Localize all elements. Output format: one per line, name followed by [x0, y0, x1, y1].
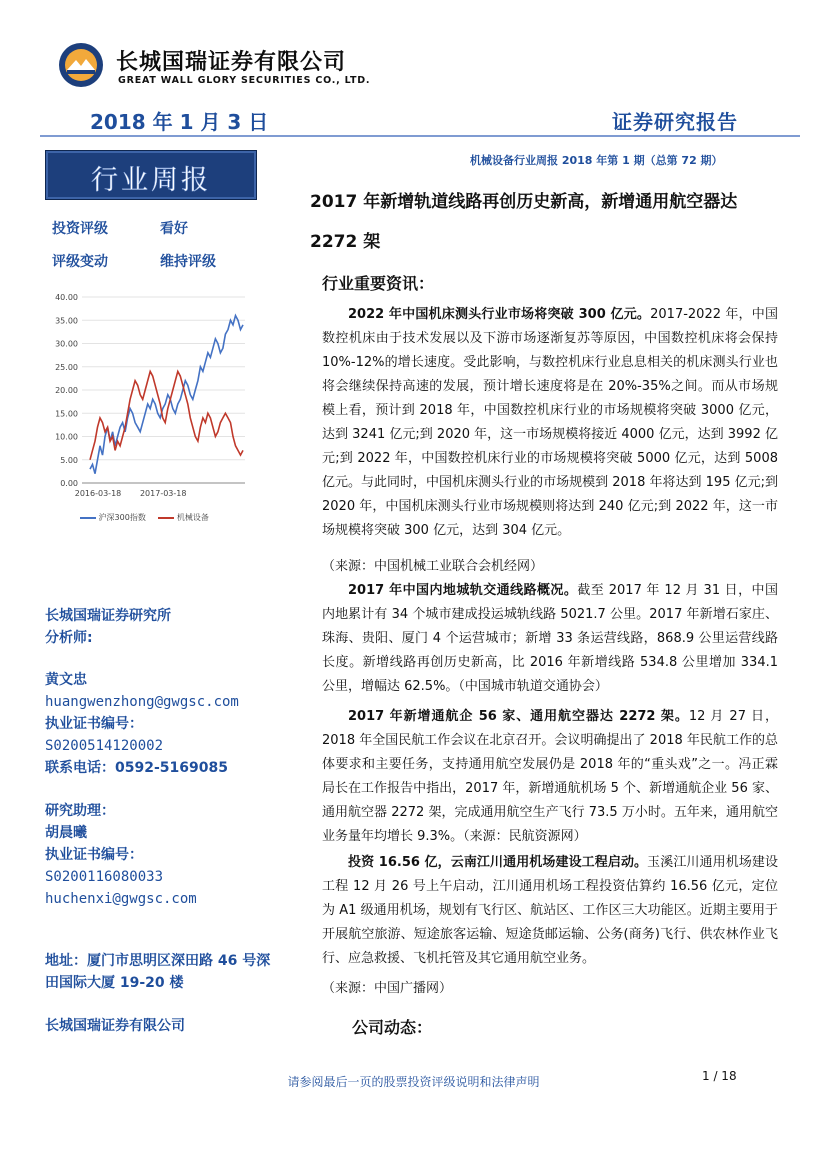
assistant-label: 研究助理：: [45, 803, 115, 819]
y-tick-label: 10.00: [55, 432, 78, 442]
analyst-email[interactable]: huangwenzhong@gwgsc.com: [45, 694, 239, 710]
company-name-en: GREAT WALL GLORY SECURITIES CO., LTD.: [118, 75, 371, 86]
y-tick-label: 25.00: [55, 362, 78, 372]
price-chart: [45, 285, 260, 507]
page-number: 1 / 18: [702, 1069, 737, 1083]
y-tick-label: 5.00: [60, 455, 78, 465]
news-3-body: 12 月 27 日，2018 年全国民航工作会议在北京召开。会议明确提出了 2018 年民航工作的总体要求和主要任务，支持通用航空发展仍是 2018 年的“重头戏”之一。冯正霖局长在工作报告中指出，2017 年，新增通航机场 5 个、新增通航企业 56 家、通用航空器 2272 架，完成通用航空生产飞行 73.5 万小时。五年来，通用航空业务量年均增长 9.3%。（来源：民航资源网）: [322, 709, 778, 844]
series-line: 机械设备行业周报 2018 年第 1 期（总第 72 期）: [470, 154, 723, 167]
x-tick-label: 2016-03-18: [74, 489, 122, 498]
news-1-source: （来源：中国机械工业联合会机经网）: [322, 559, 544, 574]
company-logo: [58, 42, 104, 88]
series-line-1: [90, 371, 243, 459]
analyst-cert-label: 执业证书编号：: [45, 716, 143, 732]
institute-name: 长城国瑞证券研究所: [45, 608, 171, 624]
banner-label: 行业周报: [91, 165, 211, 196]
assistant-email[interactable]: huchenxi@gwgsc.com: [45, 891, 197, 907]
report-category-banner: [45, 150, 257, 200]
assistant-cert-label: 执业证书编号：: [45, 847, 143, 863]
assistant-contact: [45, 800, 197, 910]
chart-legend: [80, 512, 209, 523]
news-2-body: 截至 2017 年 12 月 31 日，中国内地累计有 34 个城市建成投运城轨线路 5021.7 公里。2017 年新增石家庄、珠海、贵阳、厦门 4 个运营城市；新增 33 条运营线路，868.9 公里运营线路长度。新增线路再创历史新高，比 2016 年新增线路 534.8 公里增加 334.1 公里，增幅达 62.5%。（中国城市轨道交通协会）: [322, 583, 778, 694]
y-tick-label: 20.00: [55, 386, 78, 395]
analyst-block: [45, 605, 171, 649]
address: 地址：厦门市思明区深田路 46 号深田国际大厦 19-20 楼: [45, 953, 271, 991]
rating-change-label: 评级变动: [52, 254, 108, 270]
company-name-cn: 长城国瑞证券有限公司: [116, 50, 347, 75]
legend-swatch-machinery: [158, 517, 174, 519]
headline: 2017 年新增轨道线路再创历史新高，新增通用航空器达 2272 架: [310, 192, 738, 252]
analyst-phone: 联系电话：0592-5169085: [45, 760, 228, 776]
invest-rating-label: 投资评级: [52, 221, 108, 237]
news-4-heading: 投资 16.56 亿，云南江川通用机场建设工程启动。: [348, 855, 648, 870]
assistant-name: 胡晨曦: [45, 825, 87, 841]
header-divider: [40, 135, 800, 137]
news-4-source: （来源：中国广播网）: [322, 981, 453, 996]
y-tick-label: 35.00: [55, 316, 78, 326]
legend-label-machinery: 机械设备: [176, 513, 209, 522]
analyst-label: 分析师:: [45, 630, 93, 646]
invest-rating-value: 看好: [160, 221, 188, 237]
news-paragraph-3: [322, 705, 778, 849]
x-tick-label: 2017-03-18: [139, 489, 187, 498]
news-1-heading: 2022 年中国机床测头行业市场将突破 300 亿元。: [348, 307, 651, 322]
analyst-contact: [45, 669, 239, 779]
y-tick-label: 0.00: [60, 479, 78, 488]
report-type: 证券研究报告: [612, 110, 738, 134]
rating-change-value: 维持评级: [160, 254, 216, 270]
section-company-news-title: 公司动态：: [352, 1018, 433, 1037]
news-4-body: 玉溪江川通用机场建设工程 12 月 26 号上午启动，江川通用机场工程投资估算约 16.56 亿元，定位为 A1 级通用机场，规划有飞行区、航站区、工作区三大功能区。近期主要用于开展航空旅游、短途旅客运输、短途货邮运输、公务(商务)飞行、供农林作业飞行、应急救援、飞机托管及其它通用航空业务。: [322, 855, 778, 966]
y-tick-label: 30.00: [55, 339, 78, 349]
disclaimer-footer: 请参阅最后一页的股票投资评级说明和法律声明: [287, 1075, 540, 1089]
report-date: 2018 年 1 月 3 日: [90, 110, 269, 134]
news-3-heading: 2017 年新增通航企 56 家、通用航空器达 2272 架。: [348, 709, 689, 724]
legend-swatch-hs300: [80, 517, 96, 519]
company-footer-name: 长城国瑞证券有限公司: [45, 1018, 185, 1034]
news-2-heading: 2017 年中国内地城轨交通线路概况。: [348, 583, 578, 598]
legend-label-hs300: 沪深300指数: [98, 513, 146, 522]
y-tick-label: 40.00: [55, 293, 78, 302]
analyst-name: 黄文忠: [45, 672, 87, 688]
news-paragraph-2: [322, 579, 778, 699]
assistant-cert: S0200116080033: [45, 869, 164, 885]
section-industry-news-title: 行业重要资讯：: [322, 274, 435, 293]
y-tick-label: 15.00: [55, 409, 78, 419]
news-1-body: 2017-2022 年，中国数控机床由于技术发展以及下游市场逐渐复苏等原因，中国数控机床将会保持 10%-12%的增长速度。受此影响，与数控机床行业息息相关的机床测头行业也将会继续保持高速的发展，预计增长速度将是在 20%-35%之间。而从市场规模上看，预计到 2018 年，中国数控机床行业的市场规模将突破 3000 亿元，达到 3241 亿元;到 2020 年，这一市场规模将接近 4000 亿元，达到 3992 亿元;到 2022 年，中国数控机床行业的市场规模将突破 5000 亿元，达到 5008 亿元。与此同时，中国机床测头行业的市场规模到 2018 年将达到 195 亿元;到 2020 年，中国机床测头行业市场规模则将达到 240 亿元;到 2022 年，这一市场规模将突破 300 亿元，达到 304 亿元。: [322, 307, 778, 538]
news-paragraph-1: [322, 303, 778, 543]
analyst-cert: S0200514120002: [45, 738, 164, 754]
news-paragraph-4: [322, 851, 778, 971]
series-line-0: [90, 316, 243, 474]
